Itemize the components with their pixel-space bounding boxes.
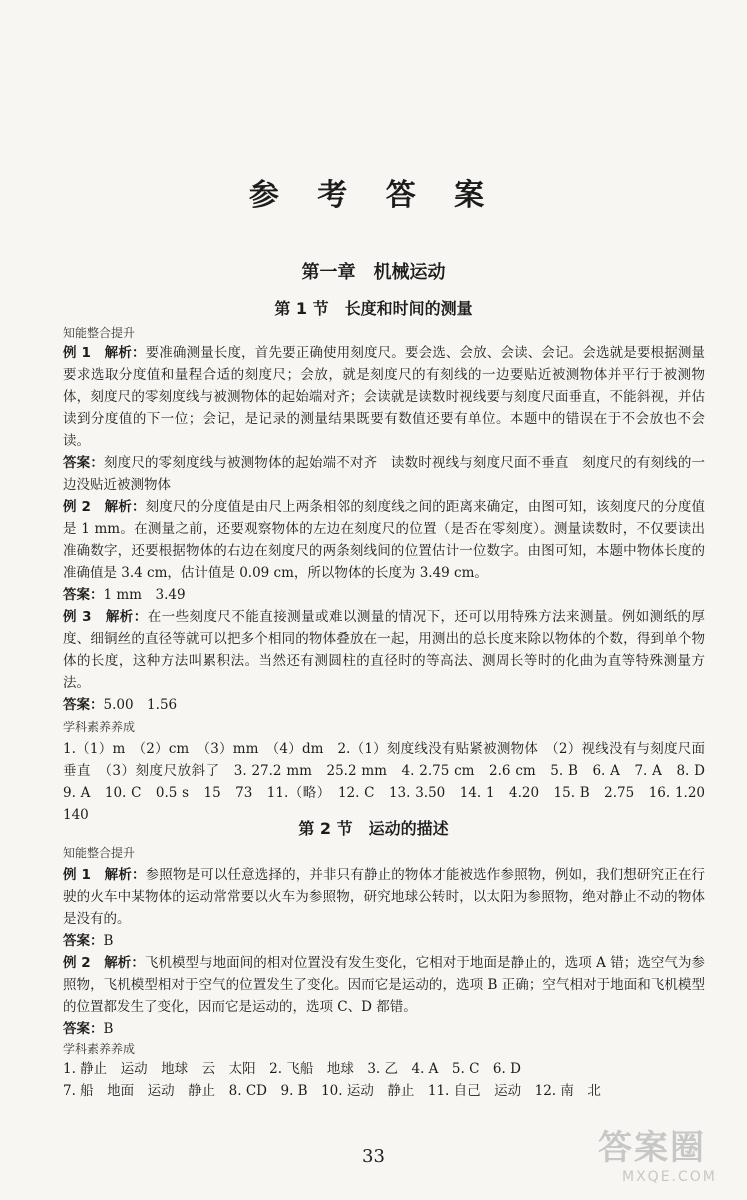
s1-example-2-label: 例 2 解析： (63, 499, 146, 515)
s1-answer-2-text: 1 mm 3.49 (103, 587, 186, 603)
s1-example-3 (63, 606, 705, 694)
s2-example-2-text: 飞机模型与地面间的相对位置没有发生变化，它相对于地面是静止的，选项 A 错；选空气为参照物，飞机模型相对于空气的位置发生了变化。因而它是运动的，选项 B 正确；空气相对于地面和飞机模型的位置都发生了变化，因而它是运动的，选项 C、D 都错。 (63, 955, 705, 1015)
s2-example-1-label: 例 1 解析： (63, 867, 146, 883)
s1-answer-2-label: 答案： (63, 587, 104, 603)
s2-answer-1 (63, 930, 705, 952)
s1-example-3-text: 在一些刻度尺不能直接测量或难以测量的情况下，还可以用特殊方法来测量。例如测纸的厚度、细铜丝的直径等就可以把多个相同的物体叠放在一起，用测出的总长度来除以物体的个数，得到单个物体的长度，这种方法叫累积法。当然还有测圆柱的直径时的等高法、测周长等时的化曲为直等特殊测量方法。 (63, 609, 706, 691)
page-title: 参 考 答 案 (248, 178, 499, 213)
s2-example-2 (63, 952, 705, 1018)
s1-answer-list: 1.（1）m （2）cm （3）mm （4）dm 2.（1）刻度线没有贴紧被测物体 （2）视线没有与刻度尺面垂直 （3）刻度尺放斜了 3. 27.2 mm 25.2 mm 4. 2.75 cm 2.6 cm 5. B 6. A 7. A 8. D 9. A 10. C 0.5 s 15 73 11.（略） 12. C 13. 3.50 14. 1 4.20 15. B 2.75 16. 1.20 140 (63, 741, 719, 823)
s2-example-2-label: 例 2 解析： (63, 955, 145, 971)
s2-answer-1-text: B (103, 933, 114, 949)
page-number: 33 (362, 1146, 385, 1167)
s2-answer-2-label: 答案： (63, 1021, 104, 1037)
s2-answer-list-line-1: 1. 静止 运动 地球 云 太阳 2. 飞船 地球 3. 乙 4. A 5. C 6. D (63, 1061, 521, 1077)
section-1-subheading-knowledge: 知能整合提升 (63, 326, 136, 340)
section-1-subheading-literacy: 学科素养养成 (63, 720, 136, 734)
s2-example-1-text: 参照物是可以任意选择的，并非只有静止的物体才能被选作参照物，例如，我们想研究正在行驶的火车中某物体的运动常常要以火车为参照物，研究地球公转时，以太阳为参照物，绝对静止不动的物体是没有的。 (63, 867, 706, 927)
s2-answer-1-label: 答案： (63, 933, 104, 949)
s1-answer-3-label: 答案： (63, 697, 104, 713)
s1-answer-3-text: 5.00 1.56 (103, 697, 178, 713)
watermark-url-text: MXQE.COM (622, 1169, 717, 1185)
s1-example-1-text: 要准确测量长度，首先要正确使用刻度尺。要会选、会放、会读、会记。会选就是要根据测量要求选取分度值和量程合适的刻度尺；会放，就是刻度尺的有刻线的一边要贴近被测物体并平行于被测物体，刻度尺的零刻度线与被测物体的起始端对齐；会读就是读数时视线要与刻度尺面垂直，不能斜视，并估读到分度值的下一位；会记，是记录的测量结果既要有数值还要有单位。本题中的错误在于不会放也不会读。 (63, 345, 706, 449)
s1-example-2-text: 刻度尺的分度值是由尺上两条相邻的刻度线之间的距离来确定，由图可知，该刻度尺的分度值是 1 mm。在测量之前，还要观察物体的左边在刻度尺的位置（是否在零刻度）。测量读数时，不仅要读出准确数字，还要根据物体的右边在刻度尺的两条刻线间的位置估计一位数字。由图可知，本题中物体长度的准确值是 3.4 cm，估计值是 0.09 cm，所以物体的长度为 3.49 cm。 (63, 499, 706, 581)
s1-example-2 (63, 496, 705, 584)
s2-answer-2 (63, 1018, 705, 1040)
s1-example-1-label: 例 1 解析： (63, 345, 146, 361)
section-2-subheading-literacy: 学科素养养成 (63, 1042, 136, 1056)
watermark-logo (598, 1128, 740, 1192)
s1-answer-1-text: 刻度尺的零刻度线与被测物体的起始端不对齐 读数时视线与刻度尺面不垂直 刻度尺的有刻线的一边没贴近被测物体 (63, 455, 706, 493)
s1-example-3-label: 例 3 解析： (63, 609, 148, 625)
section-2-subheading-knowledge: 知能整合提升 (63, 846, 136, 860)
s2-answer-2-text: B (103, 1021, 114, 1037)
s2-answer-list-line-2: 7. 船 地面 运动 静止 8. CD 9. B 10. 运动 静止 11. 自己 运动 12. 南 北 (63, 1083, 601, 1099)
s1-example-1 (63, 342, 705, 452)
watermark-main-text: 答案圈 (598, 1128, 706, 1168)
s1-answer-2 (63, 584, 705, 606)
s1-answer-3 (63, 694, 705, 716)
chapter-title: 第一章 机械运动 (301, 262, 446, 283)
s2-example-1 (63, 864, 705, 930)
s1-answer-1 (63, 452, 705, 496)
s1-answer-1-label: 答案： (63, 455, 104, 471)
section-2-title: 第 2 节 运动的描述 (298, 819, 449, 838)
section-1-title: 第 1 节 长度和时间的测量 (274, 299, 473, 318)
